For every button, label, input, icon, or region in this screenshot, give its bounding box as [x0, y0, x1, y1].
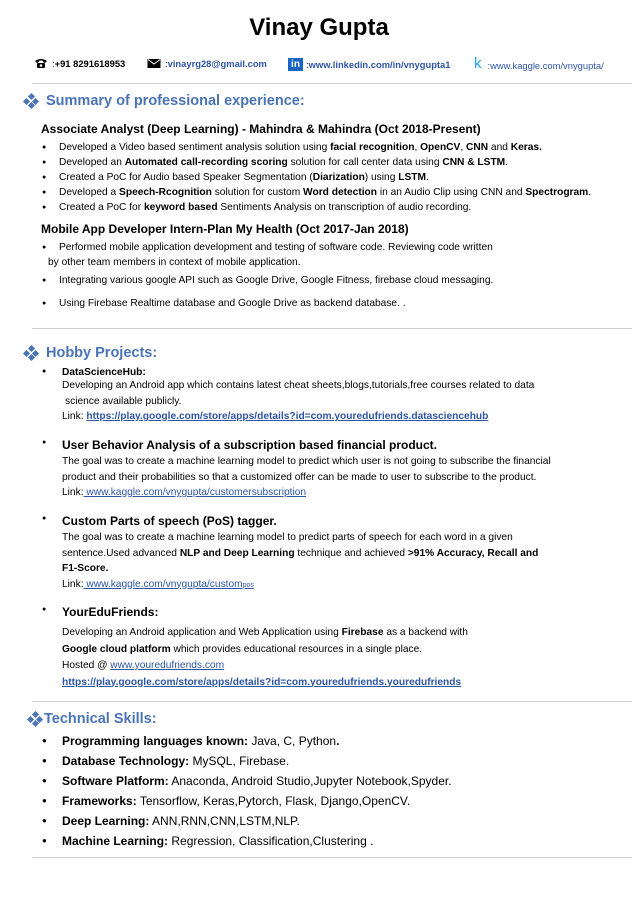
linkedin-link[interactable]: www.linkedin.com/in/vnygupta1 — [308, 59, 451, 70]
divider — [32, 857, 632, 858]
email-separator: : — [165, 58, 168, 69]
job-title: Associate Analyst (Deep Learning) - Mahindra & Mahindra (Oct 2018-Present) — [41, 122, 481, 136]
project-link[interactable]: www.kaggle.com/vnygupta/custompos — [83, 578, 254, 590]
linkedin-separator: : — [306, 59, 309, 70]
divider — [32, 328, 632, 329]
list-item: ● Developed an Automated call-recording scoring solution for call center data using CNN & LSTM. — [42, 155, 591, 170]
linkedin-icon: in — [288, 58, 303, 71]
section-summary-title — [24, 93, 305, 109]
email-contact — [147, 58, 267, 69]
project-youredufriends — [42, 605, 602, 691]
mail-icon — [147, 58, 161, 69]
website-link[interactable]: www.youredufriends.com — [110, 660, 225, 671]
list-item: ● Integrating various google API such as Google Drive, Google Fitness, firebase cloud messaging. — [42, 273, 562, 289]
kaggle-separator: : — [487, 59, 491, 71]
list-item: ● Created a PoC for keyword based Sentiments Analysis on transcription of audio recording. — [42, 200, 591, 215]
phone-number[interactable]: +91 8291618953 — [54, 58, 126, 69]
diamond-bullet-icon — [24, 346, 38, 360]
list-item: ● Developed a Video based sentiment analysis solution using facial recognition, OpenCV, CNN and Keras. — [42, 140, 591, 155]
project-name: ● User Behavior Analysis of a subscription based financial product. — [42, 438, 602, 452]
kaggle-icon: k — [474, 55, 482, 72]
list-item: ● Machine Learning: Regression, Classification,Clustering . — [42, 831, 452, 851]
job-title: Mobile App Developer Intern-Plan My Health (Oct 2017-Jan 2018) — [41, 222, 409, 236]
phone-contact — [34, 58, 125, 69]
link-label: Link: — [62, 411, 87, 422]
project-name: ● YourEduFriends: — [42, 605, 602, 619]
project-datasciencehub — [42, 367, 602, 425]
section-skills-title — [28, 711, 157, 727]
list-item: ● Created a PoC for Audio based Speaker Segmentation (Diarization) using LSTM. — [42, 170, 591, 185]
skills-list — [42, 731, 452, 851]
job2-bullets — [42, 240, 562, 312]
list-item: ● Frameworks: Tensorflow, Keras,Pytorch, Flask, Django,OpenCV. — [42, 791, 452, 811]
project-name: ● DataScienceHub: — [42, 367, 602, 378]
hosted-label: Hosted @ — [62, 660, 111, 671]
email-address[interactable]: vinayrg28@gmail.com — [167, 58, 267, 69]
diamond-bullet-icon — [24, 94, 38, 108]
project-link[interactable]: https://play.google.com/store/apps/details?id=com.youredufriends.datasciencehub — [86, 411, 489, 422]
phone-icon — [34, 58, 48, 69]
section-heading: Hobby Projects: — [46, 345, 158, 361]
list-item: ● Database Technology: MySQL, Firebase. — [42, 751, 452, 771]
diamond-bullet-icon — [28, 712, 42, 726]
list-item-continuation: by other team members in context of mobile application. — [48, 257, 301, 268]
candidate-name: Vinay Gupta — [249, 14, 389, 41]
play-store-link[interactable]: https://play.google.com/store/apps/details?id=com.youredufriends.youredufriends — [62, 676, 462, 688]
project-user-behavior — [42, 438, 602, 501]
list-item: ● Developed a Speech-Rcognition solution for custom Word detection in an Audio Clip using CNN and Spectrogram. — [42, 185, 591, 200]
project-description: The goal was to create a machine learning model to predict parts of speech for each word in a given sentence.Used advanced NLP and Deep Learning technique and achieved >91% Accuracy, Recall and F1-Score. Link: www.kaggle.com/vnygupta/custompos — [62, 532, 539, 590]
kaggle-contact — [474, 55, 604, 72]
divider — [32, 83, 632, 84]
project-pos-tagger — [42, 514, 602, 593]
job1-bullets — [42, 140, 591, 215]
link-label: Link: — [62, 578, 84, 590]
divider — [32, 701, 632, 702]
project-description: The goal was to create a machine learning model to predict which user is not going to subscribe the financial product and their probabilities so that a customized offer can be made to user to subscribe to the product. Link: www.kaggle.com/vnygupta/customersubscription — [62, 456, 551, 498]
list-item: ● Performed mobile application development and testing of software code. Reviewing code written — [42, 240, 562, 255]
phone-separator: : — [52, 58, 55, 69]
list-item: ● Using Firebase Realtime database and Google Drive as backend database. . — [42, 296, 562, 312]
list-item: ● Deep Learning: ANN,RNN,CNN,LSTM,NLP. — [42, 811, 452, 831]
project-description: Developing an Android application and Web Application using Firebase as a backend with Google cloud platform which provides educational resources in a single place. Hosted @ www.youredufriends.com https://play.google.com/store/apps/details?id=com.youredufriends.youredufriends — [62, 627, 468, 688]
section-hobby-title — [24, 345, 157, 361]
contact-bar — [34, 55, 626, 76]
list-item: ● Software Platform: Anaconda, Android Studio,Jupyter Notebook,Spyder. — [42, 771, 452, 791]
project-description: Developing an Android app which contains latest cheat sheets,blogs,tutorials,free courses related to data science available publicly. Link: https://play.google.com/store/apps/details?id=com.youredufriends.datasciencehub — [62, 380, 535, 422]
section-heading: Summary of professional experience: — [46, 93, 305, 109]
linkedin-contact — [288, 58, 450, 71]
link-label: Link: — [62, 487, 84, 498]
project-link[interactable]: www.kaggle.com/vnygupta/customersubscription — [83, 487, 307, 498]
project-name: ● Custom Parts of speech (PoS) tagger. — [42, 514, 602, 528]
kaggle-link[interactable]: www.kaggle.com/vnygupta/ — [490, 59, 604, 71]
section-heading: Technical Skills: — [44, 711, 157, 727]
list-item: ● Programming languages known: Java, C, Python. — [42, 731, 452, 751]
